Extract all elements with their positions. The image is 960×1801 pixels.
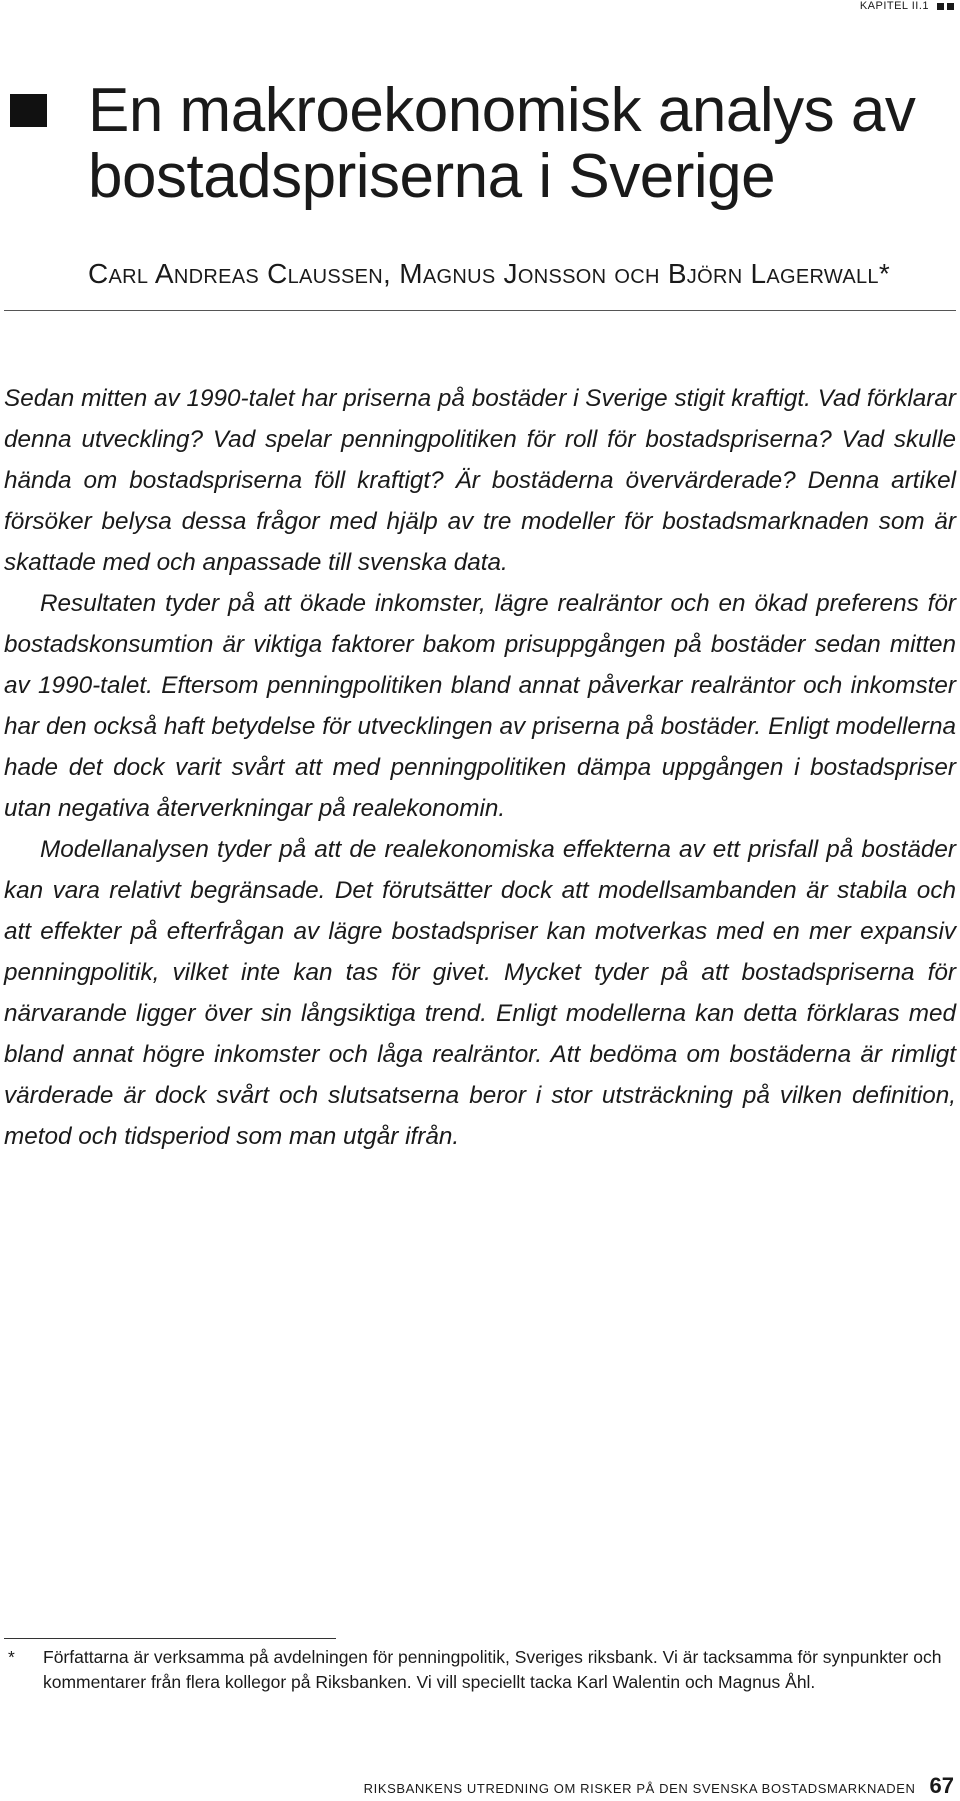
abstract-paragraph: Resultaten tyder på att ökade inkomster, lägre realräntor och en ökad preferens för bostadskonsumtion är viktiga faktorer bakom prisuppgången på bostäder sedan mitten av 1990-talet. Eftersom penningpolitiken bland annat påverkar realräntor och inkomster har den också haft betydelse för utvecklingen av priserna på bostäder. Enligt modellerna hade det dock varit svårt att med penningpolitiken dämpa uppgången i bostadspriser utan negativa återverkningar på realekonomin. bbox=[4, 590, 956, 822]
abstract-paragraph: Sedan mitten av 1990-talet har priserna på bostäder i Sverige stigit kraftigt. Vad förklarar denna utveckling? Vad spelar penningpolitiken för roll för bostadspriserna? Vad skulle hända om bostadspriserna föll kraftigt? Är bostäderna övervärderade? Denna artikel försöker belysa dessa frågor med hjälp av tre modeller för bostadsmarknaden som är skattade med och anpassade till svenska data. bbox=[4, 385, 956, 576]
article-title: En makroekonomisk analys av bostadspriserna i Sverige bbox=[88, 76, 916, 211]
footnote-mark: * bbox=[8, 1647, 15, 1667]
abstract-paragraph: Modellanalysen tyder på att de realekonomiska effekterna av ett prisfall på bostäder kan vara relativt begränsade. Det förutsätter dock att modellsambanden är stabila och att effekter på efterfrågan av lägre bostadspriser kan motverkas med en mer expansiv penningpolitik, vilket inte kan tas för givet. Mycket tyder på att bostadspriserna för närvarande ligger över sin långsiktiga trend. Enligt modellerna kan detta förklaras med bland annat högre inkomster och låga realräntor. Att bedöma om bostäderna är rimligt värderade är dock svårt och slutsatserna beror i stor utsträckning på vilken definition, metod och tidsperiod som man utgår ifrån. bbox=[4, 836, 956, 1150]
footnote bbox=[4, 1645, 956, 1695]
chapter-label: KAPITEL II.1 bbox=[859, 0, 929, 12]
running-head bbox=[860, 0, 954, 12]
title-marker-icon bbox=[10, 94, 47, 127]
footnote-text: Författarna är verksamma på avdelningen för penningpolitik, Sveriges riksbank. Vi är tacksamma för synpunkter och kommentarer från flera kollegor på Riksbanken. Vi vill speciellt tacka Karl Walentin och Magnus Åhl. bbox=[43, 1647, 942, 1692]
article-authors: Carl Andreas Claussen, Magnus Jonsson och Björn Lagerwall* bbox=[88, 258, 891, 289]
page-footer bbox=[364, 1773, 954, 1799]
footnote-divider bbox=[4, 1638, 336, 1639]
chapter-marker-icon bbox=[937, 3, 954, 10]
article-abstract bbox=[4, 378, 956, 1157]
publication-title: RIKSBANKENS UTREDNING OM RISKER PÅ DEN SVENSKA BOSTADSMARKNADEN bbox=[363, 1781, 916, 1796]
title-divider bbox=[4, 310, 956, 311]
page-number: 67 bbox=[929, 1773, 954, 1798]
